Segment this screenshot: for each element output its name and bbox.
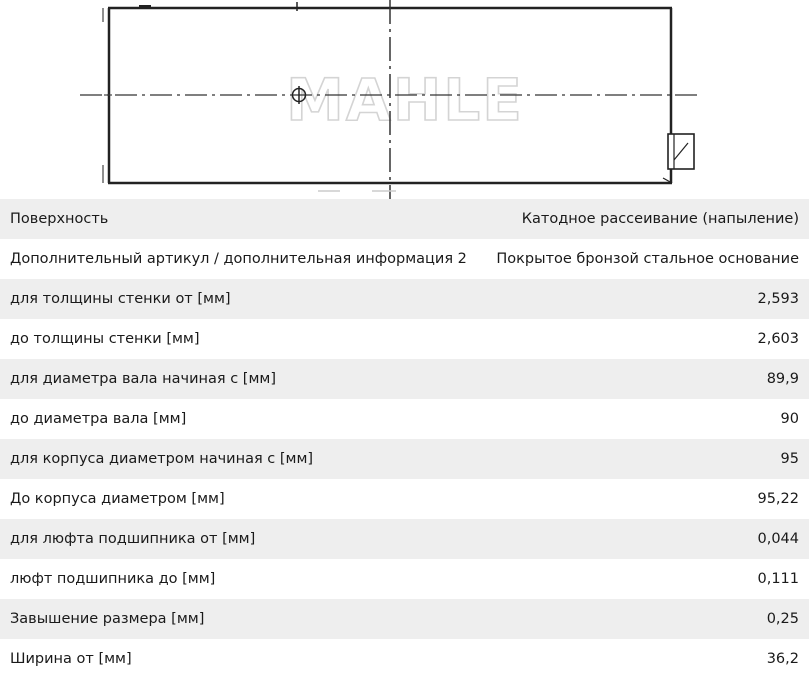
spec-label: для толщины стенки от [мм] bbox=[10, 291, 231, 307]
spec-row bbox=[0, 559, 809, 599]
spec-value: 90 bbox=[780, 411, 799, 427]
spec-value: 95,22 bbox=[757, 491, 799, 507]
mahle-watermark: MAHLE bbox=[286, 66, 524, 134]
spec-label: для корпуса диаметром начиная с [мм] bbox=[10, 451, 314, 467]
spec-value: 36,2 bbox=[766, 651, 799, 667]
spec-value: 0,25 bbox=[766, 611, 799, 627]
spec-row bbox=[0, 519, 809, 559]
spec-label: для люфта подшипника от [мм] bbox=[10, 531, 256, 547]
spec-value: 2,593 bbox=[757, 291, 799, 307]
spec-value: 0,111 bbox=[757, 571, 799, 587]
spec-label: люфт подшипника до [мм] bbox=[10, 571, 216, 587]
spec-row bbox=[0, 399, 809, 439]
spec-value: Покрытое бронзой стальное основание bbox=[496, 251, 799, 267]
spec-row bbox=[0, 279, 809, 319]
spec-value: 0,044 bbox=[757, 531, 799, 547]
bearing-shell-drawing bbox=[0, 0, 809, 199]
spec-row bbox=[0, 319, 809, 359]
spec-row bbox=[0, 639, 809, 679]
spec-label: Ширина от [мм] bbox=[10, 651, 132, 667]
spec-value: 89,9 bbox=[766, 371, 799, 387]
spec-row bbox=[0, 359, 809, 399]
spec-label: до толщины стенки [мм] bbox=[10, 331, 200, 347]
spec-row bbox=[0, 199, 809, 239]
spec-label: До корпуса диаметром [мм] bbox=[10, 491, 225, 507]
spec-row bbox=[0, 479, 809, 519]
spec-value: 95 bbox=[780, 451, 799, 467]
spec-label: до диаметра вала [мм] bbox=[10, 411, 187, 427]
spec-label: Завышение размера [мм] bbox=[10, 611, 205, 627]
spec-table bbox=[0, 199, 809, 679]
spec-row bbox=[0, 599, 809, 639]
spec-label: Поверхность bbox=[10, 211, 109, 227]
spec-value: 2,603 bbox=[757, 331, 799, 347]
technical-drawing bbox=[0, 0, 809, 199]
spec-label: для диаметра вала начиная с [мм] bbox=[10, 371, 276, 387]
spec-row bbox=[0, 439, 809, 479]
spec-label: Дополнительный артикул / дополнительная информация 2 bbox=[10, 251, 467, 267]
spec-row bbox=[0, 239, 809, 279]
spec-value: Катодное рассеивание (напыление) bbox=[521, 211, 799, 227]
